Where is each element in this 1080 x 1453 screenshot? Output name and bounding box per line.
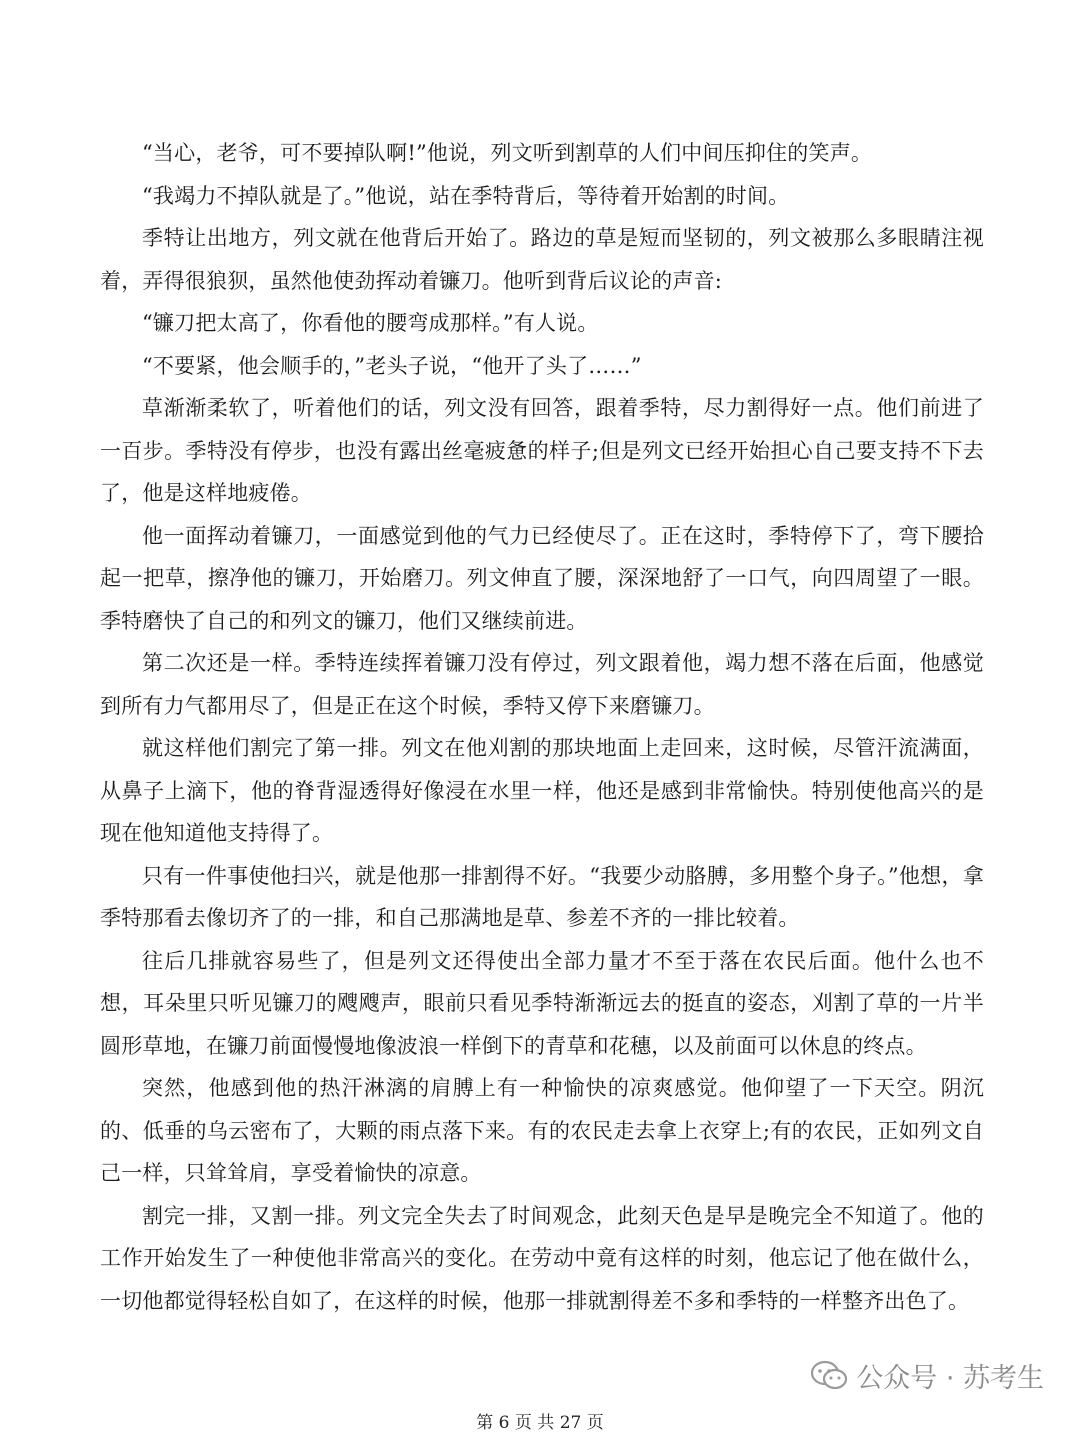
paragraph: 割完一排，又割一排。列文完全失去了时间观念，此刻天色是早是晚完全不知道了。他的工作开始发生了一种使他非常高兴的变化。在劳动中竟有这样的时刻，他忘记了他在做什么，一切他都觉得轻松自如了，在这样的时候，他那一排就割得差不多和季特的一样整齐出色了。 <box>100 1203 984 1313</box>
wechat-icon <box>810 1359 848 1393</box>
paragraph: 第二次还是一样。季特连续挥着镰刀没有停过，列文跟着他，竭力想不落在后面，他感觉到所有力气都用尽了，但是正在这个时候，季特又停下来磨镰刀。 <box>100 651 984 718</box>
paragraph: 就这样他们割完了第一排。列文在他刈割的那块地面上走回来，这时候，尽管汗流满面，从鼻子上滴下，他的脊背湿透得好像浸在水里一样，他还是感到非常愉快。特别使他高兴的是现在他知道他支持得了。 <box>100 736 984 845</box>
paragraph: 往后几排就容易些了，但是列文还得使出全部力量才不至于落在农民后面。他什么也不想，耳朵里只听见镰刀的飕飕声，眼前只看见季特渐渐远去的挺直的姿态，刈割了草的一片半圆形草地，在镰刀前面慢慢地像波浪一样倒下的青草和花穗，以及前面可以休息的终点。 <box>100 948 984 1058</box>
watermark <box>810 1356 1044 1395</box>
paragraph: 只有一件事使他扫兴，就是他那一排割得不好。“我要少动胳膊，多用整个身子。”他想，拿季特那看去像切齐了的一排，和自己那满地是草、参差不齐的一排比较着。 <box>100 863 984 930</box>
paragraph: 季特让出地方，列文就在他背后开始了。路边的草是短而坚韧的，列文被那么多眼睛注视着，弄得很狼狈，虽然他使劲挥动着镰刀。他听到背后议论的声音: <box>100 226 984 293</box>
paragraph: “镰刀把太高了，你看他的腰弯成那样。”有人说。 <box>142 311 599 335</box>
paragraph: 突然，他感到他的热汗淋漓的肩膊上有一种愉快的凉爽感觉。他仰望了一下天空。阴沉的、低垂的乌云密布了，大颗的雨点落下来。有的农民走去拿上衣穿上;有的农民，正如列文自己一样，只耸耸肩，享受着愉快的凉意。 <box>100 1076 984 1185</box>
paragraph: 草渐渐柔软了，听着他们的话，列文没有回答，跟着季特，尽力割得好一点。他们前进了一百步。季特没有停步，也没有露出丝毫疲惫的样子;但是列文已经开始担心自己要支持不下去了，他是这样地疲倦。 <box>100 396 984 505</box>
paragraph: “当心，老爷，可不要掉队啊!”他说，列文听到割草的人们中间压抑住的笑声。 <box>142 141 873 165</box>
paragraph: “不要紧，他会顺手的，”老头子说，“他开了头了……” <box>142 353 642 378</box>
watermark-text: 公众号 · 苏考生 <box>856 1363 1044 1394</box>
document-body <box>100 132 984 1322</box>
page-number: 第 6 页 共 27 页 <box>476 1413 604 1433</box>
paragraph: “我竭力不掉队就是了。”他说，站在季特背后，等待着开始割的时间。 <box>142 183 790 208</box>
paragraph: 他一面挥动着镰刀，一面感觉到他的气力已经使尽了。正在这时，季特停下了，弯下腰拾起一把草，擦净他的镰刀，开始磨刀。列文伸直了腰，深深地舒了一口气，向四周望了一眼。季特磨快了自己的和列文的镰刀，他们又继续前进。 <box>100 523 984 633</box>
